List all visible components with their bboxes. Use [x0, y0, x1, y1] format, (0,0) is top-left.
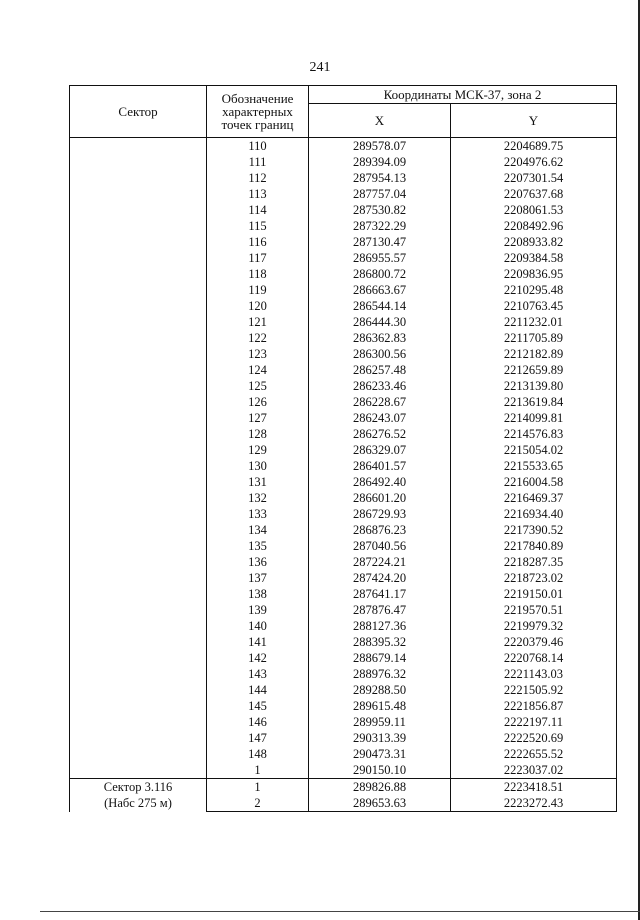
point-id-cell: 134 — [207, 522, 309, 538]
y-coordinate-cell: 2220768.14 — [451, 650, 617, 666]
y-coordinate-cell: 2219979.32 — [451, 618, 617, 634]
point-id-cell: 1 — [207, 779, 309, 796]
x-coordinate-cell: 287424.20 — [309, 570, 451, 586]
y-coordinate-cell: 2217840.89 — [451, 538, 617, 554]
point-id-cell: 120 — [207, 298, 309, 314]
point-id-cell: 111 — [207, 154, 309, 170]
point-id-cell: 113 — [207, 186, 309, 202]
x-coordinate-cell: 286233.46 — [309, 378, 451, 394]
y-coordinate-cell: 2213139.80 — [451, 378, 617, 394]
point-id-cell: 123 — [207, 346, 309, 362]
x-coordinate-cell: 286401.57 — [309, 458, 451, 474]
y-coordinate-cell: 2220379.46 — [451, 634, 617, 650]
y-coordinate-cell: 2210295.48 — [451, 282, 617, 298]
header-coordinates: Координаты МСК-37, зона 2 — [309, 86, 617, 104]
point-id-cell: 148 — [207, 746, 309, 762]
x-coordinate-cell: 288395.32 — [309, 634, 451, 650]
x-coordinate-cell: 286276.52 — [309, 426, 451, 442]
y-coordinate-cell: 2207637.68 — [451, 186, 617, 202]
point-id-cell: 128 — [207, 426, 309, 442]
y-coordinate-cell: 2212659.89 — [451, 362, 617, 378]
y-coordinate-cell: 2222197.11 — [451, 714, 617, 730]
y-coordinate-cell: 2216469.37 — [451, 490, 617, 506]
point-id-cell: 127 — [207, 410, 309, 426]
table-row — [70, 779, 617, 796]
y-coordinate-cell: 2221143.03 — [451, 666, 617, 682]
point-id-cell: 124 — [207, 362, 309, 378]
y-coordinate-cell: 2216004.58 — [451, 474, 617, 490]
y-coordinate-cell: 2204689.75 — [451, 138, 617, 155]
x-coordinate-cell: 286876.23 — [309, 522, 451, 538]
x-coordinate-cell: 289394.09 — [309, 154, 451, 170]
point-id-cell: 117 — [207, 250, 309, 266]
table-header — [70, 86, 617, 138]
point-id-cell: 132 — [207, 490, 309, 506]
point-id-cell: 125 — [207, 378, 309, 394]
page-edge-bottom — [40, 911, 640, 912]
y-coordinate-cell: 2211705.89 — [451, 330, 617, 346]
x-coordinate-cell: 286362.83 — [309, 330, 451, 346]
point-id-cell: 133 — [207, 506, 309, 522]
y-coordinate-cell: 2216934.40 — [451, 506, 617, 522]
x-coordinate-cell: 290150.10 — [309, 762, 451, 779]
y-coordinate-cell: 2221856.87 — [451, 698, 617, 714]
y-coordinate-cell: 2222520.69 — [451, 730, 617, 746]
x-coordinate-cell: 286444.30 — [309, 314, 451, 330]
y-coordinate-cell: 2209836.95 — [451, 266, 617, 282]
header-designation: Обозначение характерных точек границ — [207, 86, 309, 138]
x-coordinate-cell: 287130.47 — [309, 234, 451, 250]
x-coordinate-cell: 286663.67 — [309, 282, 451, 298]
x-coordinate-cell: 286544.14 — [309, 298, 451, 314]
point-id-cell: 129 — [207, 442, 309, 458]
point-id-cell: 143 — [207, 666, 309, 682]
header-sector: Сектор — [70, 86, 207, 138]
point-id-cell: 139 — [207, 602, 309, 618]
x-coordinate-cell: 287641.17 — [309, 586, 451, 602]
point-id-cell: 112 — [207, 170, 309, 186]
point-id-cell: 116 — [207, 234, 309, 250]
point-id-cell: 141 — [207, 634, 309, 650]
point-id-cell: 144 — [207, 682, 309, 698]
y-coordinate-cell: 2214576.83 — [451, 426, 617, 442]
header-x: X — [309, 104, 451, 138]
header-y: Y — [451, 104, 617, 138]
y-coordinate-cell: 2212182.89 — [451, 346, 617, 362]
y-coordinate-cell: 2222655.52 — [451, 746, 617, 762]
sector-label: (Набс 275 м) — [104, 796, 172, 810]
y-coordinate-cell: 2215533.65 — [451, 458, 617, 474]
x-coordinate-cell: 286492.40 — [309, 474, 451, 490]
point-id-cell: 119 — [207, 282, 309, 298]
x-coordinate-cell: 286257.48 — [309, 362, 451, 378]
x-coordinate-cell: 289288.50 — [309, 682, 451, 698]
x-coordinate-cell: 287530.82 — [309, 202, 451, 218]
y-coordinate-cell: 2219570.51 — [451, 602, 617, 618]
x-coordinate-cell: 286955.57 — [309, 250, 451, 266]
point-id-cell: 118 — [207, 266, 309, 282]
sector-cell — [70, 779, 207, 812]
x-coordinate-cell: 286329.07 — [309, 442, 451, 458]
y-coordinate-cell: 2210763.45 — [451, 298, 617, 314]
x-coordinate-cell: 286729.93 — [309, 506, 451, 522]
x-coordinate-cell: 288679.14 — [309, 650, 451, 666]
point-id-cell: 147 — [207, 730, 309, 746]
point-id-cell: 1 — [207, 762, 309, 779]
point-id-cell: 146 — [207, 714, 309, 730]
x-coordinate-cell: 287876.47 — [309, 602, 451, 618]
x-coordinate-cell: 289653.63 — [309, 795, 451, 812]
sector-cell — [70, 138, 207, 779]
x-coordinate-cell: 287954.13 — [309, 170, 451, 186]
x-coordinate-cell: 288976.32 — [309, 666, 451, 682]
y-coordinate-cell: 2218287.35 — [451, 554, 617, 570]
x-coordinate-cell: 286228.67 — [309, 394, 451, 410]
table-body — [70, 138, 617, 812]
y-coordinate-cell: 2223037.02 — [451, 762, 617, 779]
point-id-cell: 145 — [207, 698, 309, 714]
y-coordinate-cell: 2217390.52 — [451, 522, 617, 538]
point-id-cell: 140 — [207, 618, 309, 634]
y-coordinate-cell: 2215054.02 — [451, 442, 617, 458]
y-coordinate-cell: 2214099.81 — [451, 410, 617, 426]
point-id-cell: 138 — [207, 586, 309, 602]
y-coordinate-cell: 2223272.43 — [451, 795, 617, 812]
y-coordinate-cell: 2209384.58 — [451, 250, 617, 266]
point-id-cell: 115 — [207, 218, 309, 234]
y-coordinate-cell: 2204976.62 — [451, 154, 617, 170]
x-coordinate-cell: 290313.39 — [309, 730, 451, 746]
point-id-cell: 110 — [207, 138, 309, 155]
x-coordinate-cell: 287224.21 — [309, 554, 451, 570]
point-id-cell: 131 — [207, 474, 309, 490]
x-coordinate-cell: 286800.72 — [309, 266, 451, 282]
y-coordinate-cell: 2213619.84 — [451, 394, 617, 410]
point-id-cell: 121 — [207, 314, 309, 330]
x-coordinate-cell: 287040.56 — [309, 538, 451, 554]
point-id-cell: 2 — [207, 795, 309, 812]
point-id-cell: 130 — [207, 458, 309, 474]
x-coordinate-cell: 287322.29 — [309, 218, 451, 234]
page-number: 241 — [309, 60, 331, 75]
coordinates-table — [69, 85, 617, 812]
point-id-cell: 126 — [207, 394, 309, 410]
y-coordinate-cell: 2221505.92 — [451, 682, 617, 698]
y-coordinate-cell: 2218723.02 — [451, 570, 617, 586]
point-id-cell: 114 — [207, 202, 309, 218]
y-coordinate-cell: 2223418.51 — [451, 779, 617, 796]
x-coordinate-cell: 286243.07 — [309, 410, 451, 426]
x-coordinate-cell: 286601.20 — [309, 490, 451, 506]
table-row — [70, 138, 617, 155]
x-coordinate-cell: 286300.56 — [309, 346, 451, 362]
x-coordinate-cell: 289959.11 — [309, 714, 451, 730]
x-coordinate-cell: 287757.04 — [309, 186, 451, 202]
x-coordinate-cell: 288127.36 — [309, 618, 451, 634]
point-id-cell: 135 — [207, 538, 309, 554]
y-coordinate-cell: 2208492.96 — [451, 218, 617, 234]
point-id-cell: 137 — [207, 570, 309, 586]
y-coordinate-cell: 2207301.54 — [451, 170, 617, 186]
point-id-cell: 122 — [207, 330, 309, 346]
point-id-cell: 142 — [207, 650, 309, 666]
x-coordinate-cell: 290473.31 — [309, 746, 451, 762]
y-coordinate-cell: 2211232.01 — [451, 314, 617, 330]
sector-label: Сектор 3.116 — [103, 780, 173, 794]
point-id-cell: 136 — [207, 554, 309, 570]
x-coordinate-cell: 289578.07 — [309, 138, 451, 155]
y-coordinate-cell: 2219150.01 — [451, 586, 617, 602]
x-coordinate-cell: 289615.48 — [309, 698, 451, 714]
x-coordinate-cell: 289826.88 — [309, 779, 451, 796]
y-coordinate-cell: 2208933.82 — [451, 234, 617, 250]
y-coordinate-cell: 2208061.53 — [451, 202, 617, 218]
